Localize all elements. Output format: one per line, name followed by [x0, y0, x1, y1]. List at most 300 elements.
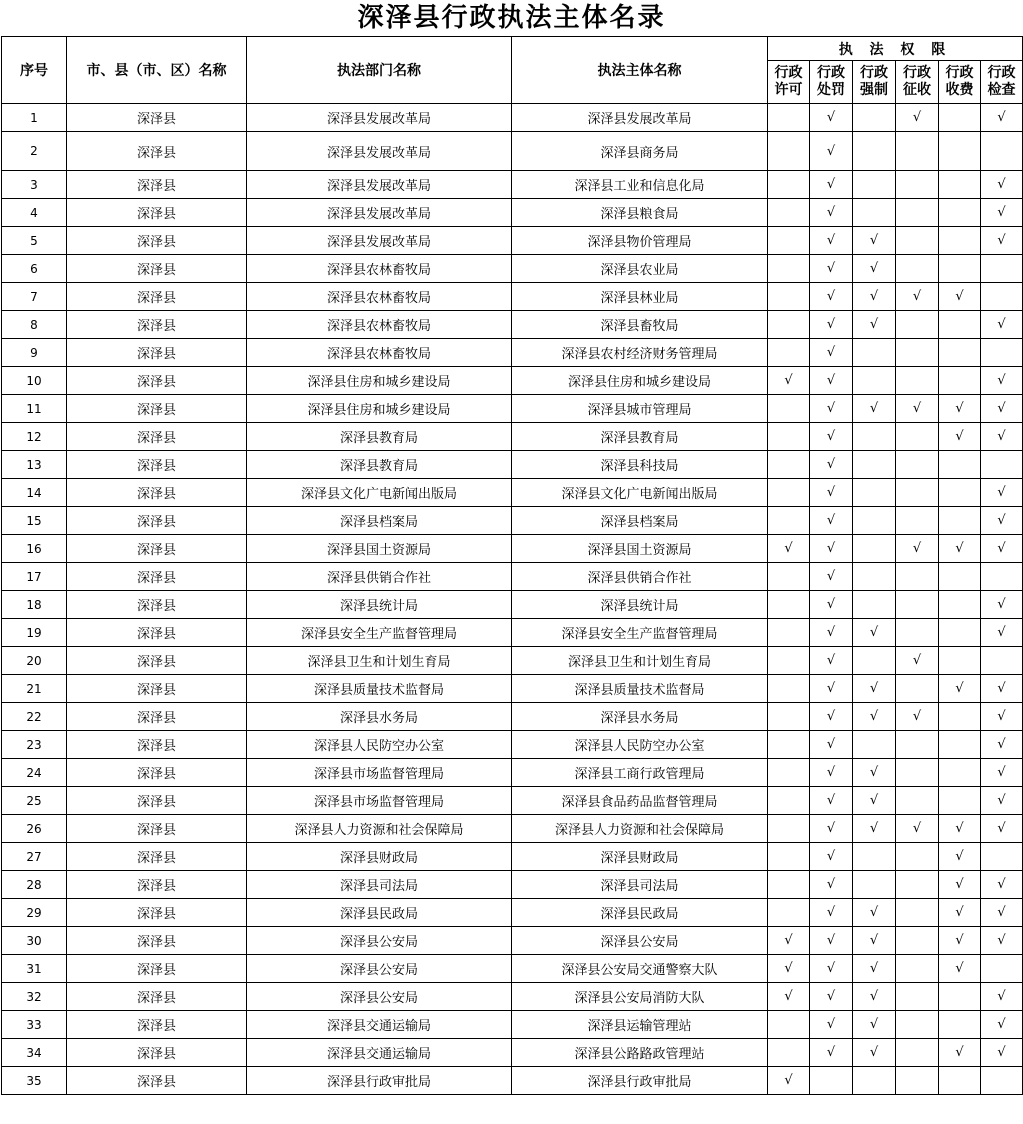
check-mark-icon: √	[912, 821, 922, 836]
check-mark-icon: √	[826, 1017, 836, 1032]
cell-perm-penalty	[810, 619, 853, 647]
cell-perm-inspection	[981, 955, 1023, 983]
table-row	[2, 843, 1023, 871]
cell-perm-inspection	[981, 199, 1023, 227]
cell-dept: 深泽县市场监督管理局	[247, 759, 512, 787]
cell-dept: 深泽县教育局	[247, 423, 512, 451]
cell-perm-license	[768, 1039, 810, 1067]
check-mark-icon: √	[955, 961, 964, 976]
cell-perm-penalty	[810, 423, 853, 451]
table-row	[2, 1039, 1023, 1067]
cell-body: 深泽县畜牧局	[512, 311, 768, 339]
cell-dept: 深泽县水务局	[247, 703, 512, 731]
cell-perm-license	[768, 731, 810, 759]
cell-perm-enforcement	[853, 647, 896, 675]
check-mark-icon: √	[997, 905, 1006, 920]
cell-perm-levy	[896, 1011, 939, 1039]
cell-perm-enforcement	[853, 871, 896, 899]
cell-body: 深泽县教育局	[512, 423, 768, 451]
cell-perm-fee	[939, 591, 981, 619]
cell-perm-levy	[896, 255, 939, 283]
cell-body: 深泽县民政局	[512, 899, 768, 927]
check-mark-icon: √	[997, 513, 1006, 528]
check-mark-icon: √	[997, 317, 1006, 332]
cell-perm-license	[768, 535, 810, 563]
check-mark-icon: √	[955, 849, 964, 864]
cell-perm-levy	[896, 283, 939, 311]
cell-perm-penalty	[810, 1067, 853, 1095]
cell-body: 深泽县农业局	[512, 255, 768, 283]
cell-dept: 深泽县交通运输局	[247, 1011, 512, 1039]
cell-perm-penalty	[810, 787, 853, 815]
check-mark-icon: √	[826, 905, 836, 920]
cell-perm-penalty	[810, 283, 853, 311]
cell-city: 深泽县	[67, 479, 247, 507]
cell-perm-levy	[896, 311, 939, 339]
cell-perm-enforcement	[853, 283, 896, 311]
table-row	[2, 423, 1023, 451]
table-row	[2, 759, 1023, 787]
table-row	[2, 927, 1023, 955]
cell-perm-levy	[896, 395, 939, 423]
cell-body: 深泽县水务局	[512, 703, 768, 731]
cell-body: 深泽县住房和城乡建设局	[512, 367, 768, 395]
cell-perm-fee	[939, 731, 981, 759]
cell-body: 深泽县粮食局	[512, 199, 768, 227]
check-mark-icon: √	[826, 143, 836, 159]
table-row	[2, 367, 1023, 395]
cell-perm-fee	[939, 703, 981, 731]
cell-perm-inspection	[981, 1011, 1023, 1039]
cell-perm-levy	[896, 815, 939, 843]
cell-dept: 深泽县质量技术监督局	[247, 675, 512, 703]
cell-city: 深泽县	[67, 104, 247, 132]
cell-perm-penalty	[810, 843, 853, 871]
cell-perm-penalty	[810, 815, 853, 843]
cell-perm-levy	[896, 132, 939, 171]
cell-seq: 9	[2, 339, 67, 367]
cell-seq: 28	[2, 871, 67, 899]
cell-dept: 深泽县统计局	[247, 591, 512, 619]
cell-perm-penalty	[810, 171, 853, 199]
check-mark-icon: √	[826, 513, 836, 528]
table-row	[2, 104, 1023, 132]
cell-perm-license	[768, 227, 810, 255]
cell-body: 深泽县文化广电新闻出版局	[512, 479, 768, 507]
cell-body: 深泽县档案局	[512, 507, 768, 535]
cell-perm-penalty	[810, 199, 853, 227]
check-mark-icon: √	[826, 401, 836, 416]
cell-perm-fee	[939, 1039, 981, 1067]
cell-perm-license	[768, 563, 810, 591]
header-seq: 序号	[2, 37, 67, 104]
cell-perm-penalty	[810, 132, 853, 171]
cell-perm-levy	[896, 423, 939, 451]
check-mark-icon: √	[826, 765, 836, 780]
cell-perm-inspection	[981, 423, 1023, 451]
cell-perm-penalty	[810, 227, 853, 255]
cell-perm-fee	[939, 479, 981, 507]
cell-perm-penalty	[810, 927, 853, 955]
cell-perm-inspection	[981, 507, 1023, 535]
cell-city: 深泽县	[67, 199, 247, 227]
check-mark-icon: √	[826, 793, 836, 808]
check-mark-icon: √	[784, 1073, 793, 1088]
cell-seq: 29	[2, 899, 67, 927]
table-row	[2, 283, 1023, 311]
check-mark-icon: √	[912, 289, 922, 304]
cell-perm-fee	[939, 367, 981, 395]
table-row	[2, 1011, 1023, 1039]
cell-city: 深泽县	[67, 815, 247, 843]
cell-perm-enforcement	[853, 339, 896, 367]
check-mark-icon: √	[912, 541, 922, 556]
check-mark-icon: √	[997, 429, 1006, 444]
cell-perm-enforcement	[853, 563, 896, 591]
cell-dept: 深泽县发展改革局	[247, 132, 512, 171]
cell-perm-license	[768, 787, 810, 815]
table-row	[2, 983, 1023, 1011]
cell-body: 深泽县行政审批局	[512, 1067, 768, 1095]
cell-perm-enforcement	[853, 104, 896, 132]
cell-perm-license	[768, 619, 810, 647]
check-mark-icon: √	[869, 401, 879, 416]
cell-body: 深泽县公安局消防大队	[512, 983, 768, 1011]
check-mark-icon: √	[997, 1017, 1006, 1032]
cell-seq: 32	[2, 983, 67, 1011]
check-mark-icon: √	[784, 373, 793, 388]
cell-seq: 13	[2, 451, 67, 479]
table-row	[2, 731, 1023, 759]
cell-perm-enforcement	[853, 199, 896, 227]
cell-dept: 深泽县农林畜牧局	[247, 339, 512, 367]
cell-perm-penalty	[810, 255, 853, 283]
cell-perm-inspection	[981, 283, 1023, 311]
cell-perm-license	[768, 283, 810, 311]
cell-perm-levy	[896, 451, 939, 479]
check-mark-icon: √	[784, 989, 793, 1004]
check-mark-icon: √	[997, 709, 1006, 724]
cell-perm-fee	[939, 815, 981, 843]
cell-perm-penalty	[810, 1039, 853, 1067]
cell-perm-enforcement	[853, 227, 896, 255]
cell-perm-inspection	[981, 1067, 1023, 1095]
cell-city: 深泽县	[67, 983, 247, 1011]
cell-perm-inspection	[981, 619, 1023, 647]
check-mark-icon: √	[826, 261, 836, 276]
cell-perm-penalty	[810, 339, 853, 367]
cell-dept: 深泽县公安局	[247, 983, 512, 1011]
cell-perm-levy	[896, 927, 939, 955]
check-mark-icon: √	[826, 205, 836, 220]
check-mark-icon: √	[912, 110, 922, 125]
cell-city: 深泽县	[67, 759, 247, 787]
check-mark-icon: √	[826, 737, 836, 752]
cell-perm-inspection	[981, 311, 1023, 339]
check-mark-icon: √	[784, 961, 793, 976]
cell-perm-enforcement	[853, 1067, 896, 1095]
cell-seq: 4	[2, 199, 67, 227]
cell-perm-fee	[939, 395, 981, 423]
cell-perm-fee	[939, 507, 981, 535]
cell-city: 深泽县	[67, 675, 247, 703]
cell-perm-enforcement	[853, 1039, 896, 1067]
cell-perm-levy	[896, 171, 939, 199]
table-row	[2, 311, 1023, 339]
cell-perm-penalty	[810, 731, 853, 759]
cell-city: 深泽县	[67, 787, 247, 815]
check-mark-icon: √	[997, 793, 1006, 808]
cell-perm-inspection	[981, 703, 1023, 731]
cell-perm-fee	[939, 132, 981, 171]
check-mark-icon: √	[826, 877, 836, 892]
cell-city: 深泽县	[67, 1011, 247, 1039]
cell-perm-license	[768, 479, 810, 507]
header-permission-group: 执 法 权 限	[768, 37, 1023, 61]
cell-seq: 34	[2, 1039, 67, 1067]
check-mark-icon: √	[997, 541, 1006, 556]
check-mark-icon: √	[826, 1045, 836, 1060]
check-mark-icon: √	[826, 233, 836, 248]
cell-perm-license	[768, 983, 810, 1011]
cell-seq: 5	[2, 227, 67, 255]
check-mark-icon: √	[869, 765, 879, 780]
cell-seq: 2	[2, 132, 67, 171]
cell-perm-license	[768, 199, 810, 227]
cell-perm-enforcement	[853, 367, 896, 395]
cell-perm-levy	[896, 731, 939, 759]
cell-perm-fee	[939, 171, 981, 199]
check-mark-icon: √	[826, 569, 836, 584]
cell-perm-license	[768, 899, 810, 927]
cell-perm-enforcement	[853, 479, 896, 507]
check-mark-icon: √	[997, 681, 1006, 696]
table-row	[2, 787, 1023, 815]
cell-perm-levy	[896, 339, 939, 367]
table-header	[2, 37, 1023, 104]
cell-city: 深泽县	[67, 367, 247, 395]
cell-seq: 18	[2, 591, 67, 619]
enforcement-table	[1, 36, 1023, 1095]
cell-perm-inspection	[981, 899, 1023, 927]
cell-perm-levy	[896, 479, 939, 507]
check-mark-icon: √	[997, 233, 1006, 248]
check-mark-icon: √	[826, 625, 836, 640]
cell-perm-inspection	[981, 339, 1023, 367]
cell-perm-fee	[939, 787, 981, 815]
cell-seq: 30	[2, 927, 67, 955]
cell-perm-enforcement	[853, 619, 896, 647]
cell-perm-inspection	[981, 451, 1023, 479]
cell-body: 深泽县商务局	[512, 132, 768, 171]
cell-perm-fee	[939, 983, 981, 1011]
cell-perm-levy	[896, 983, 939, 1011]
table-row	[2, 535, 1023, 563]
cell-perm-levy	[896, 955, 939, 983]
cell-seq: 12	[2, 423, 67, 451]
header-perm-levy: 行政 征收	[896, 61, 939, 104]
check-mark-icon: √	[912, 401, 922, 416]
check-mark-icon: √	[784, 933, 793, 948]
cell-city: 深泽县	[67, 1067, 247, 1095]
cell-perm-inspection	[981, 227, 1023, 255]
check-mark-icon: √	[826, 653, 836, 668]
cell-seq: 6	[2, 255, 67, 283]
cell-body: 深泽县科技局	[512, 451, 768, 479]
cell-city: 深泽县	[67, 899, 247, 927]
cell-dept: 深泽县文化广电新闻出版局	[247, 479, 512, 507]
cell-perm-penalty	[810, 479, 853, 507]
cell-dept: 深泽县农林畜牧局	[247, 255, 512, 283]
check-mark-icon: √	[826, 457, 836, 472]
cell-perm-inspection	[981, 171, 1023, 199]
check-mark-icon: √	[869, 1045, 879, 1060]
cell-dept: 深泽县国土资源局	[247, 535, 512, 563]
cell-perm-penalty	[810, 451, 853, 479]
table-row	[2, 339, 1023, 367]
cell-city: 深泽县	[67, 535, 247, 563]
cell-perm-license	[768, 647, 810, 675]
cell-seq: 26	[2, 815, 67, 843]
cell-perm-levy	[896, 871, 939, 899]
cell-perm-inspection	[981, 591, 1023, 619]
cell-perm-license	[768, 591, 810, 619]
cell-perm-penalty	[810, 535, 853, 563]
cell-perm-fee	[939, 423, 981, 451]
table-row	[2, 395, 1023, 423]
cell-dept: 深泽县交通运输局	[247, 1039, 512, 1067]
cell-body: 深泽县供销合作社	[512, 563, 768, 591]
check-mark-icon: √	[869, 1017, 879, 1032]
cell-perm-inspection	[981, 759, 1023, 787]
cell-perm-fee	[939, 899, 981, 927]
check-mark-icon: √	[826, 961, 836, 976]
table-row	[2, 675, 1023, 703]
table-row	[2, 227, 1023, 255]
cell-seq: 24	[2, 759, 67, 787]
cell-dept: 深泽县发展改革局	[247, 227, 512, 255]
cell-perm-enforcement	[853, 815, 896, 843]
check-mark-icon: √	[826, 933, 836, 948]
header-perm-enforcement: 行政 强制	[853, 61, 896, 104]
cell-body: 深泽县物价管理局	[512, 227, 768, 255]
check-mark-icon: √	[869, 317, 879, 332]
cell-perm-enforcement	[853, 955, 896, 983]
cell-body: 深泽县统计局	[512, 591, 768, 619]
cell-perm-enforcement	[853, 507, 896, 535]
cell-perm-levy	[896, 647, 939, 675]
cell-city: 深泽县	[67, 563, 247, 591]
check-mark-icon: √	[997, 877, 1006, 892]
cell-perm-license	[768, 395, 810, 423]
check-mark-icon: √	[955, 429, 964, 444]
cell-body: 深泽县工商行政管理局	[512, 759, 768, 787]
cell-seq: 31	[2, 955, 67, 983]
cell-perm-fee	[939, 104, 981, 132]
check-mark-icon: √	[826, 177, 836, 192]
cell-seq: 19	[2, 619, 67, 647]
check-mark-icon: √	[997, 765, 1006, 780]
check-mark-icon: √	[955, 681, 964, 696]
header-perm-inspection: 行政 检查	[981, 61, 1023, 104]
cell-perm-fee	[939, 871, 981, 899]
cell-perm-levy	[896, 675, 939, 703]
cell-perm-enforcement	[853, 423, 896, 451]
check-mark-icon: √	[826, 821, 836, 836]
check-mark-icon: √	[826, 345, 836, 360]
check-mark-icon: √	[826, 429, 836, 444]
cell-perm-levy	[896, 104, 939, 132]
cell-perm-license	[768, 171, 810, 199]
cell-seq: 17	[2, 563, 67, 591]
cell-city: 深泽县	[67, 255, 247, 283]
cell-dept: 深泽县行政审批局	[247, 1067, 512, 1095]
cell-seq: 16	[2, 535, 67, 563]
cell-perm-fee	[939, 619, 981, 647]
cell-dept: 深泽县住房和城乡建设局	[247, 395, 512, 423]
cell-perm-fee	[939, 199, 981, 227]
cell-body: 深泽县安全生产监督管理局	[512, 619, 768, 647]
table-row	[2, 451, 1023, 479]
check-mark-icon: √	[826, 485, 836, 500]
cell-perm-license	[768, 927, 810, 955]
cell-perm-fee	[939, 843, 981, 871]
document-title: 深泽县行政执法主体名录	[357, 3, 666, 33]
cell-perm-inspection	[981, 1039, 1023, 1067]
header-perm-license: 行政 许可	[768, 61, 810, 104]
cell-perm-levy	[896, 619, 939, 647]
header-perm-fee: 行政 收费	[939, 61, 981, 104]
check-mark-icon: √	[826, 373, 836, 388]
cell-seq: 7	[2, 283, 67, 311]
table-body	[2, 104, 1023, 1095]
check-mark-icon: √	[997, 401, 1006, 416]
cell-dept: 深泽县农林畜牧局	[247, 283, 512, 311]
cell-seq: 27	[2, 843, 67, 871]
cell-perm-license	[768, 955, 810, 983]
cell-dept: 深泽县司法局	[247, 871, 512, 899]
cell-perm-inspection	[981, 871, 1023, 899]
cell-perm-fee	[939, 283, 981, 311]
cell-city: 深泽县	[67, 339, 247, 367]
cell-perm-license	[768, 1067, 810, 1095]
cell-perm-enforcement	[853, 731, 896, 759]
cell-perm-penalty	[810, 759, 853, 787]
check-mark-icon: √	[869, 681, 879, 696]
cell-body: 深泽县运输管理站	[512, 1011, 768, 1039]
check-mark-icon: √	[826, 989, 836, 1004]
check-mark-icon: √	[784, 541, 793, 556]
check-mark-icon: √	[869, 933, 879, 948]
table-row	[2, 591, 1023, 619]
cell-body: 深泽县国土资源局	[512, 535, 768, 563]
cell-perm-inspection	[981, 843, 1023, 871]
cell-perm-levy	[896, 563, 939, 591]
cell-perm-license	[768, 132, 810, 171]
cell-perm-enforcement	[853, 451, 896, 479]
check-mark-icon: √	[912, 653, 922, 668]
table-row	[2, 507, 1023, 535]
cell-perm-penalty	[810, 899, 853, 927]
cell-perm-fee	[939, 675, 981, 703]
table-row	[2, 255, 1023, 283]
cell-seq: 21	[2, 675, 67, 703]
cell-seq: 10	[2, 367, 67, 395]
header-city: 市、县（市、区）名称	[67, 37, 247, 104]
check-mark-icon: √	[997, 373, 1006, 388]
check-mark-icon: √	[955, 1045, 964, 1060]
cell-perm-fee	[939, 563, 981, 591]
